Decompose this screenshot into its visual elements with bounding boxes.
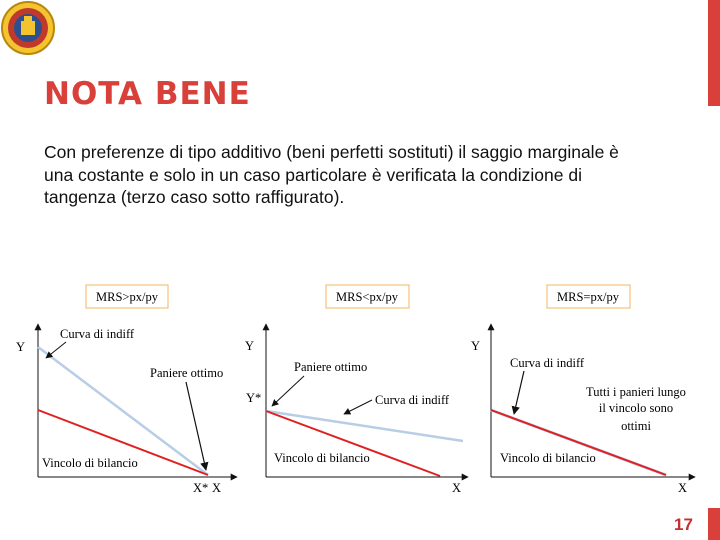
budget-line-2: [266, 411, 440, 476]
curve-label-1: Curva di indiff: [60, 327, 135, 341]
optimum-label-1: Paniere ottimo: [150, 366, 224, 380]
optimum-label-2: Paniere ottimo: [294, 360, 368, 374]
y-axis-label-2: Y: [245, 339, 255, 353]
optimum-arrow-1: [186, 382, 206, 470]
accent-bar: [708, 0, 720, 106]
budget-label-1: Vincolo di bilancio: [42, 456, 138, 470]
figure-1: [16, 285, 237, 495]
y-axis-label-3: Y: [471, 339, 481, 353]
optimum-arrow-2: [272, 376, 304, 406]
budget-label-2: Vincolo di bilancio: [274, 451, 370, 465]
curve-arrow-1: [46, 342, 66, 358]
indifference-curve-2: [266, 411, 463, 441]
condition-label-1: MRS>px/py: [96, 290, 158, 304]
condition-label-3: MRS=px/py: [557, 290, 619, 304]
figure-3: [471, 285, 695, 495]
page-number: 17: [674, 515, 693, 534]
x-axis-label-1: X: [212, 481, 222, 495]
curve-arrow-2: [344, 400, 372, 414]
x-axis-label-2: X: [452, 481, 462, 495]
accent-bar-bottom: [708, 508, 720, 540]
curve-label-3: Curva di indiff: [510, 356, 585, 370]
x-axis-label-3: X: [678, 481, 688, 495]
y-star-label-2: Y*: [246, 391, 262, 405]
y-axis-label-1: Y: [16, 340, 26, 354]
note-line-3: ottimi: [621, 419, 651, 433]
page-title: NOTA BENE: [44, 76, 251, 112]
diagram-figures: [0, 280, 720, 500]
note-line-1: Tutti i panieri lungo: [586, 385, 686, 399]
university-seal-icon: [0, 0, 56, 56]
curve-arrow-3: [514, 371, 524, 414]
curve-label-2: Curva di indiff: [375, 393, 450, 407]
condition-label-2: MRS<px/py: [336, 290, 398, 304]
figure-2: [245, 285, 468, 495]
body-text: Con preferenze di tipo additivo (beni perfetti sostituti) il saggio marginale è una costante e solo in un caso particolare è verificata la condizione di tangenza (terzo caso sotto raffigurato).: [44, 142, 619, 207]
x-star-label-1: X*: [193, 481, 209, 495]
note-line-2: il vincolo sono: [598, 401, 674, 415]
budget-label-3: Vincolo di bilancio: [500, 451, 596, 465]
